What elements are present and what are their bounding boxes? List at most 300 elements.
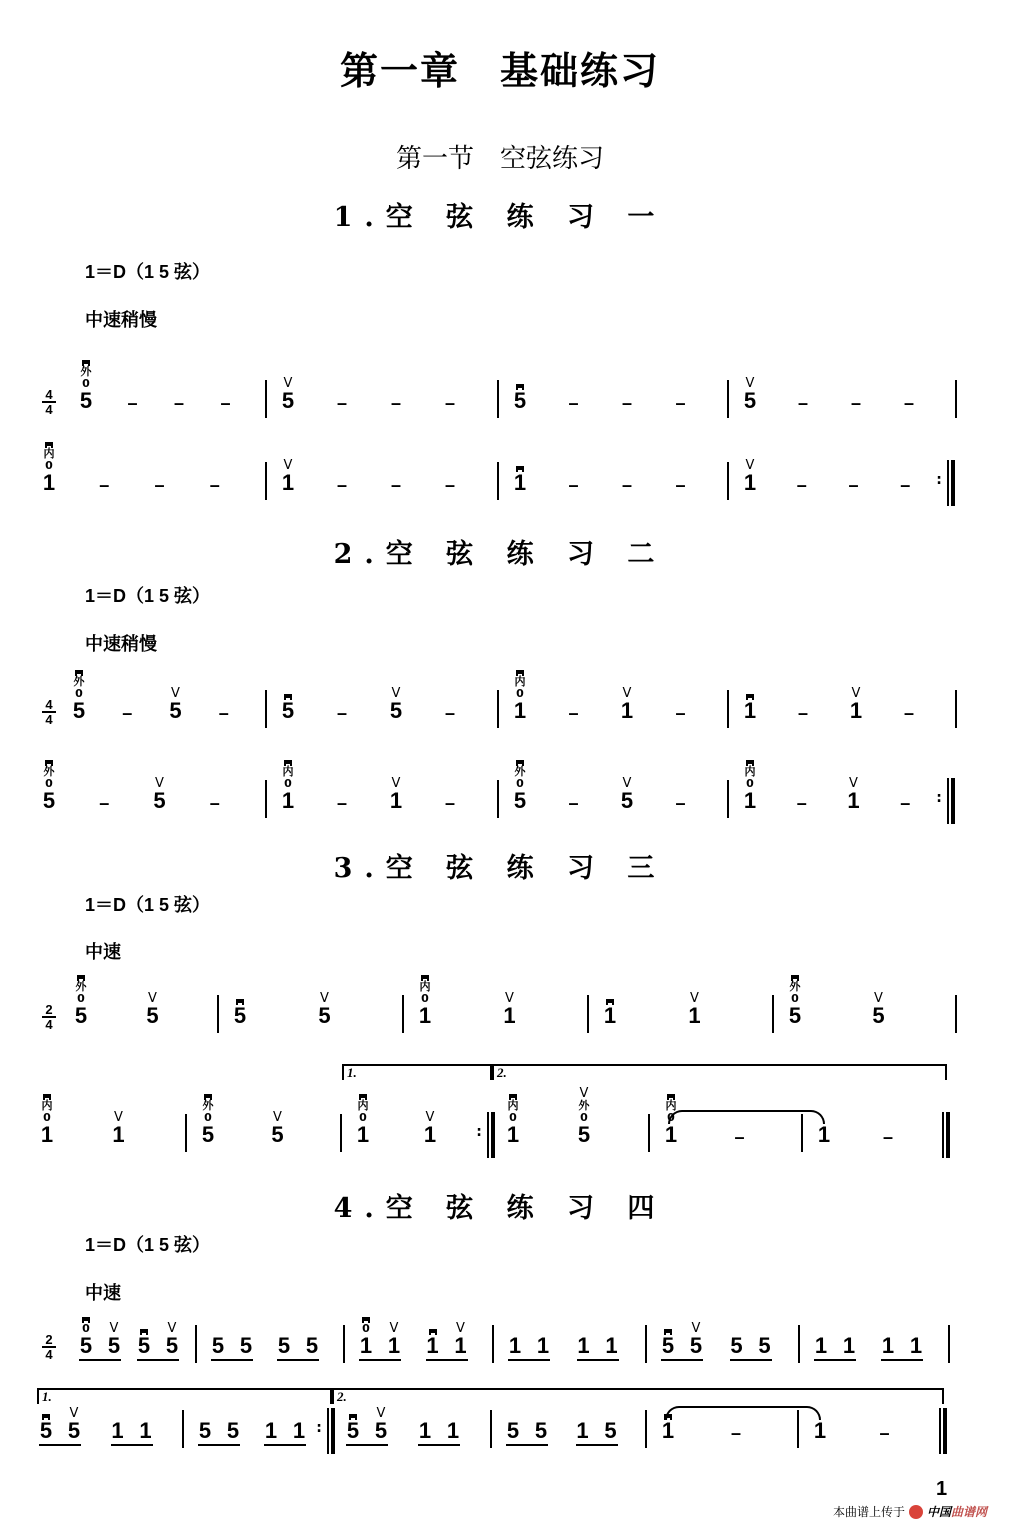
note: 5 xyxy=(513,388,527,413)
open-string-mark: 0 xyxy=(284,777,292,790)
eighth-note-underline xyxy=(418,1444,460,1446)
volta-label: 2. xyxy=(497,1065,507,1080)
down-bow-icon xyxy=(344,1411,362,1423)
dash-extension: – xyxy=(154,475,165,495)
note: 5 xyxy=(604,1418,617,1443)
note: 1 xyxy=(661,1418,675,1443)
string-mark: 外 xyxy=(80,365,92,378)
tempo-marking: 中速稍慢 xyxy=(85,634,157,655)
open-string-mark: 0 xyxy=(204,1111,212,1124)
eighth-note-underline xyxy=(426,1359,468,1361)
dash-extension: – xyxy=(209,793,220,813)
note: 1 xyxy=(292,1418,306,1443)
dash-extension: – xyxy=(127,393,138,413)
eighth-note-underline xyxy=(277,1359,319,1361)
string-mark: 内 xyxy=(282,765,294,778)
eighth-note-underline xyxy=(881,1359,923,1361)
meter-top: 4 xyxy=(45,697,53,712)
dash-extension: – xyxy=(568,703,579,723)
string-mark: 内 xyxy=(357,1099,369,1112)
dash-extension: – xyxy=(797,393,808,413)
barline xyxy=(648,1114,650,1152)
note: 5 xyxy=(271,1122,284,1147)
up-bow-icon: V xyxy=(851,686,861,701)
note: 1 xyxy=(577,1333,590,1358)
open-string-mark: 0 xyxy=(421,992,429,1005)
note: 5 xyxy=(661,1333,675,1358)
barline xyxy=(343,1325,345,1363)
dash-extension: – xyxy=(390,393,401,413)
dash-extension: – xyxy=(734,1127,745,1147)
note: 5 xyxy=(389,698,403,723)
eighth-note-underline xyxy=(576,1444,618,1446)
note: 1 xyxy=(688,1003,701,1028)
dash-extension: – xyxy=(900,475,911,495)
up-bow-icon: V xyxy=(874,991,883,1006)
chapter-title: 第一章 基础练习 xyxy=(339,49,660,93)
barline xyxy=(727,690,729,728)
down-bow-icon xyxy=(504,1091,522,1103)
meter-bottom: 4 xyxy=(45,712,53,727)
exercise-title: 3.空 弦 练 习 三 xyxy=(333,853,667,884)
repeat-dots: : xyxy=(936,472,942,488)
tempo-marking: 中速 xyxy=(85,942,121,963)
up-bow-icon: V xyxy=(456,1321,465,1336)
note: 5 xyxy=(79,1333,93,1358)
note: 1 xyxy=(264,1418,278,1443)
down-bow-icon xyxy=(659,1326,677,1338)
note: 1 xyxy=(508,1333,522,1358)
note: 1 xyxy=(603,1003,617,1028)
note: 5 xyxy=(137,1333,151,1358)
dash-extension: – xyxy=(882,1127,893,1147)
dash-extension: – xyxy=(568,793,579,813)
down-bow-icon xyxy=(72,972,90,984)
note: 1 xyxy=(842,1333,856,1358)
eighth-note-underline xyxy=(79,1359,121,1361)
string-mark: 内 xyxy=(41,1099,53,1112)
up-bow-icon: V xyxy=(283,376,293,391)
final-barline-thick xyxy=(946,1112,950,1158)
eighth-note-underline xyxy=(814,1359,856,1361)
dash-extension: – xyxy=(220,393,231,413)
note: 5 xyxy=(743,388,757,413)
note: 1 xyxy=(112,1122,125,1147)
open-string-mark: 0 xyxy=(45,777,53,790)
note: 1 xyxy=(446,1418,460,1443)
note: 1 xyxy=(503,1003,516,1028)
repeat-dots: : xyxy=(936,790,942,806)
dash-extension: – xyxy=(903,703,914,723)
meter-bottom: 4 xyxy=(45,402,53,417)
brand-logo-icon xyxy=(909,1505,923,1519)
repeat-end-barline-thick xyxy=(491,1112,495,1158)
dash-extension: – xyxy=(209,475,220,495)
dash-extension: – xyxy=(900,793,911,813)
barline xyxy=(492,1325,494,1363)
note: 1 xyxy=(847,788,860,813)
down-bow-icon xyxy=(424,1326,442,1338)
eighth-note-underline xyxy=(508,1359,550,1361)
barline xyxy=(497,690,499,728)
tempo-marking: 中速 xyxy=(85,1283,121,1304)
down-bow-icon xyxy=(231,996,249,1008)
barline xyxy=(645,1325,647,1363)
barline xyxy=(955,690,957,728)
dash-extension: – xyxy=(730,1423,741,1443)
string-mark: 内 xyxy=(507,1099,519,1112)
up-bow-icon: V xyxy=(273,1110,282,1125)
down-bow-icon xyxy=(70,667,88,679)
dash-extension: – xyxy=(99,793,110,813)
dash-extension: – xyxy=(390,475,401,495)
exercise-title: 2.空 弦 练 习 二 xyxy=(333,539,667,570)
dash-extension: – xyxy=(336,703,347,723)
note: 5 xyxy=(788,1003,802,1028)
repeat-dots: : xyxy=(316,1420,322,1436)
down-bow-icon xyxy=(357,1314,375,1326)
final-barline xyxy=(939,1408,941,1454)
open-string-mark: 0 xyxy=(791,992,799,1005)
note: 5 xyxy=(374,1418,388,1443)
note: 1 xyxy=(423,1122,437,1147)
down-bow-icon xyxy=(354,1091,372,1103)
down-bow-icon xyxy=(77,357,95,369)
note: 1 xyxy=(281,788,295,813)
volta-bracket xyxy=(342,1064,492,1080)
string-mark: 内 xyxy=(514,675,526,688)
barline xyxy=(955,380,957,418)
string-mark: 外 xyxy=(789,980,801,993)
barline xyxy=(265,780,267,818)
string-mark: 内 xyxy=(419,980,431,993)
dash-extension: – xyxy=(621,475,632,495)
up-bow-icon: V xyxy=(391,686,401,701)
dash-extension: – xyxy=(675,475,686,495)
note: 1 xyxy=(42,470,56,495)
note: 1 xyxy=(620,698,634,723)
barline xyxy=(185,1114,187,1152)
eighth-note-underline xyxy=(359,1359,401,1361)
down-bow-icon xyxy=(662,1091,680,1103)
up-bow-icon: V xyxy=(745,376,755,391)
down-bow-icon xyxy=(38,1091,56,1103)
barline xyxy=(217,995,219,1033)
up-bow-icon: V xyxy=(622,776,632,791)
time-signature xyxy=(42,389,56,415)
down-bow-icon xyxy=(511,667,529,679)
note: 1 xyxy=(513,698,527,723)
up-bow-icon: V xyxy=(109,1321,119,1336)
meter-top: 4 xyxy=(45,387,53,402)
note: 5 xyxy=(318,1003,331,1028)
dash-extension: – xyxy=(675,393,686,413)
note: 5 xyxy=(305,1333,319,1358)
note: 5 xyxy=(689,1333,703,1358)
dash-extension: – xyxy=(444,475,455,495)
barline xyxy=(727,462,729,500)
note: 1 xyxy=(664,1122,678,1147)
up-bow-icon: V xyxy=(505,991,514,1006)
note: 1 xyxy=(813,1418,827,1443)
barline xyxy=(195,1325,197,1363)
barline xyxy=(772,995,774,1033)
key-signature: 1＝D（1 5 弦） xyxy=(85,895,211,915)
footer-watermark xyxy=(833,1503,987,1520)
eighth-note-underline xyxy=(577,1359,619,1361)
volta-label: 1. xyxy=(42,1389,52,1404)
dash-extension: – xyxy=(568,393,579,413)
dash-extension: – xyxy=(336,393,347,413)
note: 1 xyxy=(576,1418,589,1443)
dash-extension: – xyxy=(336,793,347,813)
up-bow-icon: V xyxy=(148,991,157,1006)
volta-label: 1. xyxy=(347,1065,357,1080)
open-string-mark: 0 xyxy=(362,1322,370,1335)
barline xyxy=(948,1325,950,1363)
up-bow-icon: V xyxy=(376,1406,386,1421)
note: 5 xyxy=(74,1003,88,1028)
note: 1 xyxy=(743,470,757,495)
barline xyxy=(402,995,404,1033)
eighth-note-underline xyxy=(730,1359,772,1361)
up-bow-icon: V xyxy=(389,1321,399,1336)
down-bow-icon xyxy=(37,1411,55,1423)
barline xyxy=(265,462,267,500)
note: 5 xyxy=(72,698,86,723)
down-bow-icon xyxy=(40,439,58,451)
note: 1 xyxy=(605,1333,618,1358)
up-bow-icon: V xyxy=(425,1110,435,1125)
barline xyxy=(645,1410,647,1448)
note: 1 xyxy=(356,1122,370,1147)
note: 5 xyxy=(226,1418,240,1443)
note: 5 xyxy=(239,1333,253,1358)
dash-extension: – xyxy=(173,393,184,413)
string-mark: 外 xyxy=(75,980,87,993)
dash-extension: – xyxy=(848,475,859,495)
down-bow-icon xyxy=(279,757,297,769)
up-bow-icon: V xyxy=(579,1086,589,1101)
down-bow-icon xyxy=(199,1091,217,1103)
note: 1 xyxy=(506,1122,520,1147)
string-mark: 外 xyxy=(43,765,55,778)
key-signature: 1＝D（1 5 弦） xyxy=(85,262,211,282)
repeat-end-barline-thick xyxy=(331,1408,335,1454)
up-bow-icon: V xyxy=(167,1321,177,1336)
barline xyxy=(727,780,729,818)
upload-text: 本曲谱上传于 xyxy=(833,1505,906,1519)
note: 5 xyxy=(198,1418,212,1443)
eighth-note-underline xyxy=(346,1444,388,1446)
note: 1 xyxy=(359,1333,373,1358)
repeat-end-barline-thick xyxy=(951,460,955,506)
open-string-mark: 0 xyxy=(82,1322,90,1335)
dash-extension: – xyxy=(675,793,686,813)
barline xyxy=(490,1410,492,1448)
down-bow-icon xyxy=(741,691,759,703)
note: 5 xyxy=(153,788,166,813)
barline xyxy=(265,380,267,418)
string-mark: 外 xyxy=(578,1099,590,1112)
up-bow-icon: V xyxy=(114,1110,123,1125)
eighth-note-underline xyxy=(661,1359,703,1361)
dash-extension: – xyxy=(796,793,807,813)
dash-extension: – xyxy=(99,475,110,495)
string-mark: 内 xyxy=(43,447,55,460)
down-bow-icon xyxy=(741,757,759,769)
dash-extension: – xyxy=(850,393,861,413)
meter-top: 2 xyxy=(45,1002,53,1017)
down-bow-icon xyxy=(786,972,804,984)
barline xyxy=(182,1410,184,1448)
dash-extension: – xyxy=(797,703,808,723)
note: 5 xyxy=(346,1418,360,1443)
note: 1 xyxy=(881,1333,895,1358)
section-title: 第一节 空弦练习 xyxy=(395,144,604,174)
repeat-dots: : xyxy=(476,1124,482,1140)
string-mark: 内 xyxy=(665,1099,677,1112)
note: 1 xyxy=(418,1003,432,1028)
barline xyxy=(265,690,267,728)
barline xyxy=(801,1114,803,1152)
down-bow-icon xyxy=(135,1326,153,1338)
up-bow-icon: V xyxy=(849,776,858,791)
final-barline-thick xyxy=(943,1408,947,1454)
dash-extension: – xyxy=(879,1423,890,1443)
barline xyxy=(587,995,589,1033)
note: 1 xyxy=(418,1418,432,1443)
eighth-note-underline xyxy=(211,1359,253,1361)
up-bow-icon: V xyxy=(283,458,293,473)
note: 5 xyxy=(730,1333,743,1358)
open-string-mark: 0 xyxy=(45,459,53,472)
note: 5 xyxy=(506,1418,520,1443)
open-string-mark: 0 xyxy=(43,1111,51,1124)
barline xyxy=(340,1114,342,1152)
note: 5 xyxy=(211,1333,225,1358)
barline xyxy=(497,780,499,818)
up-bow-icon: V xyxy=(691,1321,701,1336)
open-string-mark: 0 xyxy=(746,777,754,790)
down-bow-icon xyxy=(279,691,297,703)
barline xyxy=(797,1410,799,1448)
note: 5 xyxy=(758,1333,771,1358)
note: 1 xyxy=(281,470,295,495)
note: 5 xyxy=(146,1003,159,1028)
time-signature xyxy=(42,1334,56,1360)
note: 5 xyxy=(577,1122,591,1147)
note: 5 xyxy=(169,698,182,723)
dash-extension: – xyxy=(675,703,686,723)
exercise-title: 1.空 弦 练 习 一 xyxy=(333,202,667,233)
note: 1 xyxy=(814,1333,828,1358)
barline xyxy=(497,380,499,418)
page-number: 1 xyxy=(936,1478,948,1500)
dash-extension: – xyxy=(903,393,914,413)
note: 5 xyxy=(42,788,56,813)
up-bow-icon: V xyxy=(69,1406,79,1421)
note: 5 xyxy=(79,388,93,413)
open-string-mark: 0 xyxy=(667,1111,675,1124)
dash-extension: – xyxy=(621,393,632,413)
note: 1 xyxy=(743,698,757,723)
volta-label: 2. xyxy=(337,1389,347,1404)
note: 5 xyxy=(281,388,295,413)
dash-extension: – xyxy=(218,703,229,723)
open-string-mark: 0 xyxy=(75,687,83,700)
note: 5 xyxy=(513,788,527,813)
note: 1 xyxy=(817,1122,831,1147)
note: 1 xyxy=(513,470,527,495)
up-bow-icon: V xyxy=(171,686,180,701)
note: 5 xyxy=(39,1418,53,1443)
up-bow-icon: V xyxy=(745,458,755,473)
string-mark: 外 xyxy=(514,765,526,778)
note: 1 xyxy=(111,1418,124,1443)
up-bow-icon: V xyxy=(622,686,632,701)
time-signature xyxy=(42,1004,56,1030)
open-string-mark: 0 xyxy=(516,687,524,700)
meter-bottom: 4 xyxy=(45,1347,53,1362)
note: 5 xyxy=(534,1418,548,1443)
barline xyxy=(798,1325,800,1363)
note: 5 xyxy=(201,1122,215,1147)
meter-top: 2 xyxy=(45,1332,53,1347)
note: 1 xyxy=(849,698,863,723)
barline xyxy=(727,380,729,418)
barline xyxy=(955,995,957,1033)
note: 1 xyxy=(387,1333,401,1358)
open-string-mark: 0 xyxy=(580,1111,588,1124)
open-string-mark: 0 xyxy=(359,1111,367,1124)
note: 5 xyxy=(281,698,295,723)
note: 5 xyxy=(67,1418,81,1443)
open-string-mark: 0 xyxy=(77,992,85,1005)
dash-extension: – xyxy=(336,475,347,495)
note: 5 xyxy=(233,1003,247,1028)
eighth-note-underline xyxy=(506,1444,548,1446)
dash-extension: – xyxy=(568,475,579,495)
down-bow-icon xyxy=(511,463,529,475)
string-mark: 外 xyxy=(73,675,85,688)
volta-bracket xyxy=(332,1388,944,1404)
down-bow-icon xyxy=(601,996,619,1008)
key-signature: 1＝D（1 5 弦） xyxy=(85,586,211,606)
time-signature xyxy=(42,699,56,725)
note: 1 xyxy=(743,788,757,813)
down-bow-icon xyxy=(511,381,529,393)
meter-bottom: 4 xyxy=(45,1017,53,1032)
down-bow-icon xyxy=(416,972,434,984)
exercise-title: 4.空 弦 练 习 四 xyxy=(333,1193,667,1224)
eighth-note-underline xyxy=(198,1444,240,1446)
down-bow-icon xyxy=(40,757,58,769)
note: 5 xyxy=(620,788,634,813)
dash-extension: – xyxy=(444,793,455,813)
string-mark: 内 xyxy=(744,765,756,778)
repeat-end-barline-thick xyxy=(951,778,955,824)
tempo-marking: 中速稍慢 xyxy=(85,310,157,331)
note: 1 xyxy=(909,1333,923,1358)
dash-extension: – xyxy=(796,475,807,495)
string-mark: 外 xyxy=(202,1099,214,1112)
key-signature: 1＝D（1 5 弦） xyxy=(85,1235,211,1255)
note: 1 xyxy=(454,1333,467,1358)
note: 5 xyxy=(872,1003,885,1028)
dash-extension: – xyxy=(444,393,455,413)
dash-extension: – xyxy=(122,703,133,723)
